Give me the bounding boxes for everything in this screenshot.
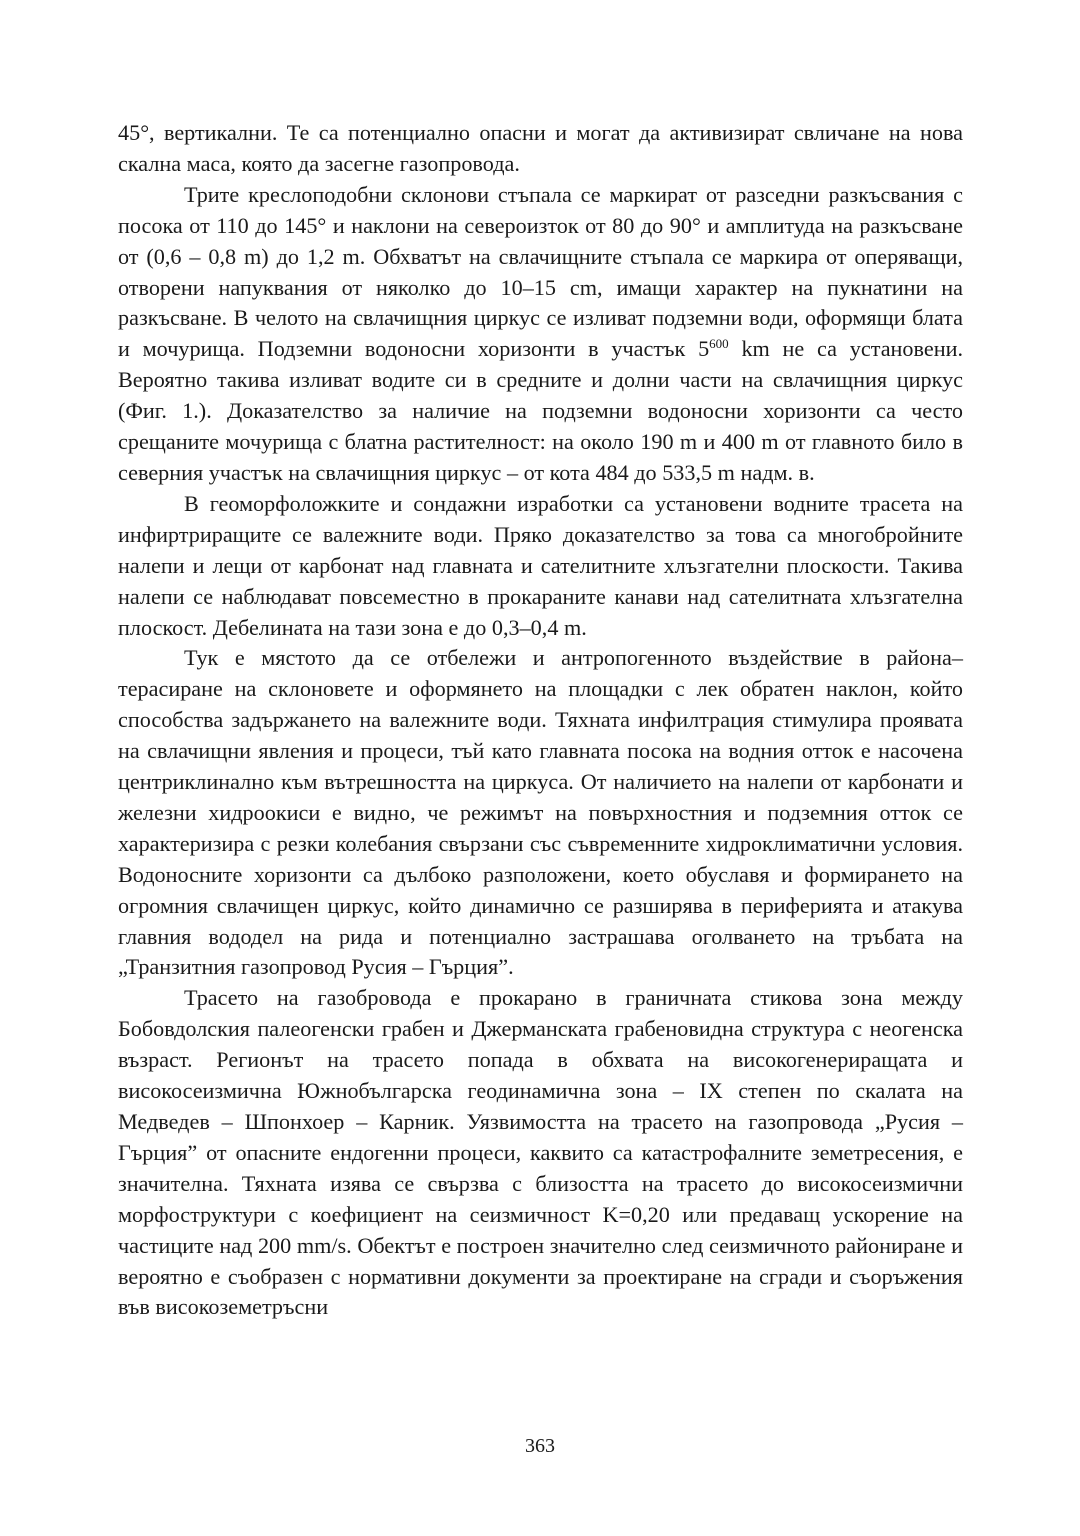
paragraph xyxy=(118,180,963,489)
superscript: 600 xyxy=(709,336,729,352)
paragraph: 45°, вертикални. Те са потенциално опасни и могат да активизират свличане на нова скална маса, която да засегне газопровода. xyxy=(118,120,963,176)
page-number: 363 xyxy=(525,1435,555,1457)
paragraph: Тук е мястото да се отбележи и антропогенното въздействие в района– терасиране на склоновете и оформянето на площадки с лек обратен наклон, който способства задържането на валежните води. Тяхната инфилтрация стимулира проявата на свлачищни явления и процеси, тъй като главната посока на водния отток е насочена центриклинално към вътрешността на циркуса. От наличието на налепи от карбонати и железни хидроокиси е видно, че режимът на повърхностния и подземния отток се характеризира с резки колебания свързани със съвременните хидроклиматични условия. Водоносните хоризонти са дълбоко разположени, което обуславя и формирането на огромния свлачищен циркус, който динамично се разширява в периферията и атакува главния вододел на рида и потенциално застрашава оголването на тръбата на „Транзитния газопровод Русия – Гърция”. xyxy=(118,645,963,980)
page-body xyxy=(118,118,963,1323)
paragraph-text: km не са установени. Вероятно такива изливат водите си в средните и долни части на свлачищния циркус (Фиг. 1.). Доказателство за наличие на подземни водоносни хоризонти са често срещаните мочурища с блатна растителност: на около 190 m и 400 m от главното било в северния участък на свлачищния циркус – от кота 484 до 533,5 m надм. в. xyxy=(118,336,963,485)
paragraph: В геоморфоложките и сондажни изработки са установени водните трасета на инфиртриращите се валежните води. Пряко доказателство за това са многобройните налепи и лещи от карбонат над главната и сателитните хлъзгателни плоскости. Такива налепи се наблюдават повсеместно в прокараните канави над сателитната хлъзгателна плоскост. Дебелината на тази зона е до 0,3–0,4 m. xyxy=(118,490,963,640)
paragraph-text: Трите креслоподобни склонови стъпала се маркират от разседни разкъсвания с посока от 110 до 145° и наклони на североизток от 80 до 90° и амплитуда на разкъсване от (0,6 – 0,8 m) до 1,2 m. Обхватът на свлачищните стъпала се маркира от оперяващи, отворени напуквания от няколко до 10–15 cm, имащи характер на пукнатини на разкъсване. В челото на свлачищния циркус се изливат подземни води, оформящи блата и мочурища. Подземни водоносни хоризонти в участък 5 xyxy=(118,181,963,362)
paragraph: Трасето на газобровода е прокарано в граничната стикова зона между Бобовдолския палеогенски грабен и Джерманската грабеновидна структура с неогенска възраст. Регионът на трасето попада в обхвата на високогенериращата и високосеизмична Южнобългарска геодинамична зона – IX степен по скалата на Медведев – Шпонхоер – Карник. Уязвимостта на трасето на газопровода „Русия – Гърция” от опасните ендогенни процеси, каквито са катастрофалните земетресения, е значителна. Тяхната изява се свързва с близостта на трасето до високосеизмични морфоструктури с коефициент на сеизмичност K=0,20 или предаващ ускорение на частиците над 200 mm/s. Обектът е построен значително след сеизмичното райониране и вероятно е съобразен с нормативни документи за проектиране на сгради и съоръжения във високоземетръсни xyxy=(118,985,963,1320)
